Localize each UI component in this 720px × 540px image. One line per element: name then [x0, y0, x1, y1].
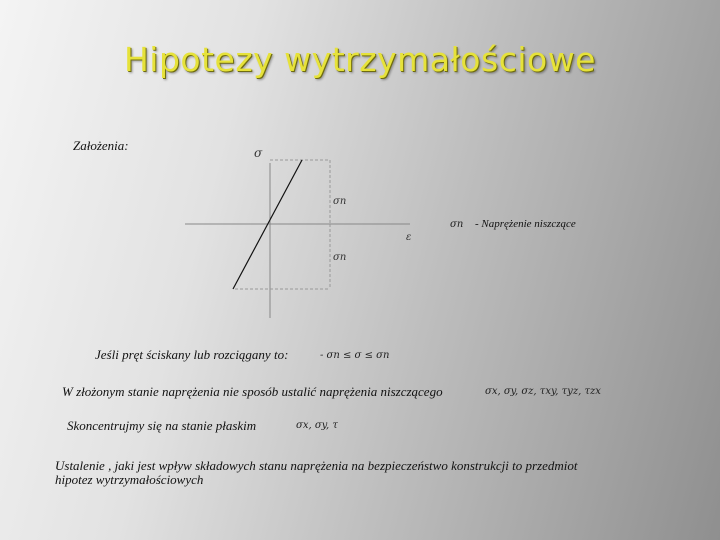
complex-stress-text: W złożonym stanie naprężenia nie sposób ustalić naprężenia niszczącego — [62, 384, 443, 399]
tension-compression-text: Jeśli pręt ściskany lub rozciągany to: — [95, 347, 289, 362]
lower-limit-label: σn — [333, 252, 347, 263]
sigma-axis-label: σ — [254, 146, 263, 160]
plane-stress-formula: σx, σy, τ — [296, 420, 338, 431]
conclusion-line-a: Ustalenie , jaki jest wpływ składowych stanu naprężenia na bezpieczeństwo konstrukcji to przedmiot — [55, 458, 578, 473]
conclusion-line-b: hipotez wytrzymałościowych — [55, 472, 204, 487]
slide-title: Hipotezy wytrzymałościowe — [123, 40, 596, 79]
legend-symbol: σn — [450, 219, 464, 230]
complex-stress-formula: σx, σy, σz, τxy, τyz, τzx — [485, 386, 601, 397]
tension-compression-formula: - σn ≤ σ ≤ σn — [320, 350, 390, 361]
epsilon-axis-label: ε — [406, 232, 412, 243]
legend-text: - Naprężenie niszczące — [475, 218, 576, 230]
assumptions-label: Założenia: — [73, 138, 129, 153]
upper-limit-label: σn — [333, 196, 347, 207]
plane-stress-text: Skoncentrujmy się na stanie płaskim — [67, 418, 257, 433]
